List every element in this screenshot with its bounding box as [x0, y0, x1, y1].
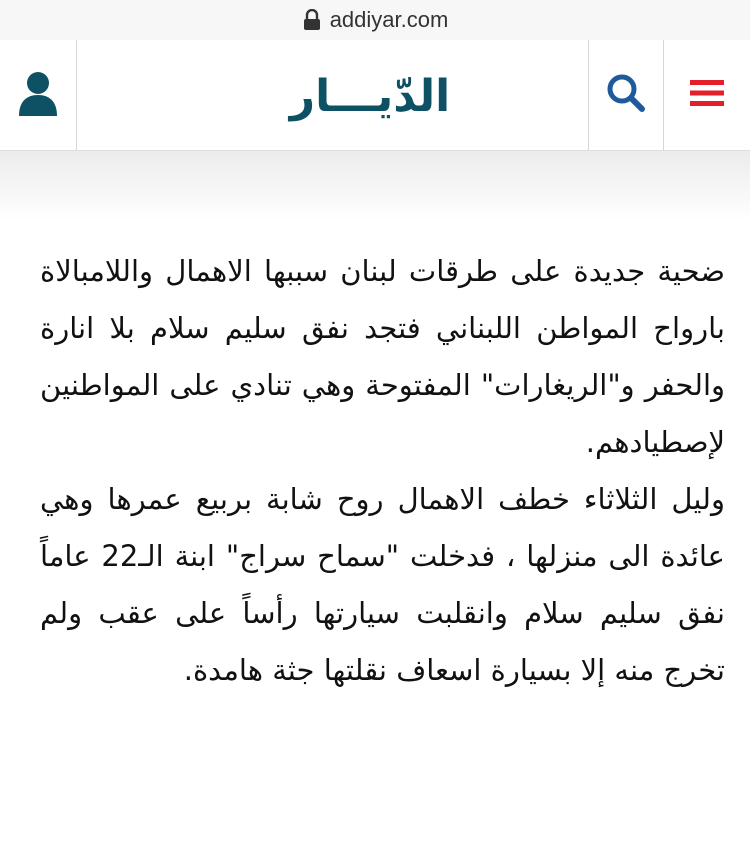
- search-button[interactable]: [588, 40, 663, 150]
- site-header: [0, 40, 750, 151]
- url-text: addiyar.com: [329, 7, 449, 32]
- hamburger-menu-icon: [690, 79, 724, 111]
- user-account-button[interactable]: [0, 40, 76, 150]
- article-paragraph: ضحية جديدة على طرقات لبنان سببها الاهمال واللامبالاة بارواح المواطن اللبناني فتجد نفق سليم سلام بلا انارة والحفر و"الريغارات" المفتوحة وهي تنادي على المواطنين لإصطيادهم.: [40, 254, 725, 459]
- site-logo-mark: [270, 65, 470, 125]
- url-display[interactable]: [302, 7, 449, 33]
- logo-text: الدّيـــار: [289, 71, 451, 122]
- site-logo[interactable]: [260, 62, 480, 128]
- article-body: [40, 243, 725, 699]
- header-divider: [76, 40, 77, 150]
- hamburger-menu-button[interactable]: [664, 40, 750, 150]
- header-shadow: [0, 151, 750, 221]
- lock-icon: [302, 9, 322, 31]
- search-icon: [606, 73, 646, 117]
- article-paragraph: وليل الثلاثاء خطف الاهمال روح شابة بربيع عمرها وهي عائدة الى منزلها ، فدخلت "سماح سراج" ابنة الـ22 عاماً نفق سليم سلام وانقلبت سيارتها رأساً على عقب ولم تخرج منه إلا بسيارة اسعاف نقلتها جثة هامدة.: [40, 482, 725, 687]
- browser-url-bar[interactable]: [0, 0, 750, 41]
- user-account-icon: [16, 69, 60, 121]
